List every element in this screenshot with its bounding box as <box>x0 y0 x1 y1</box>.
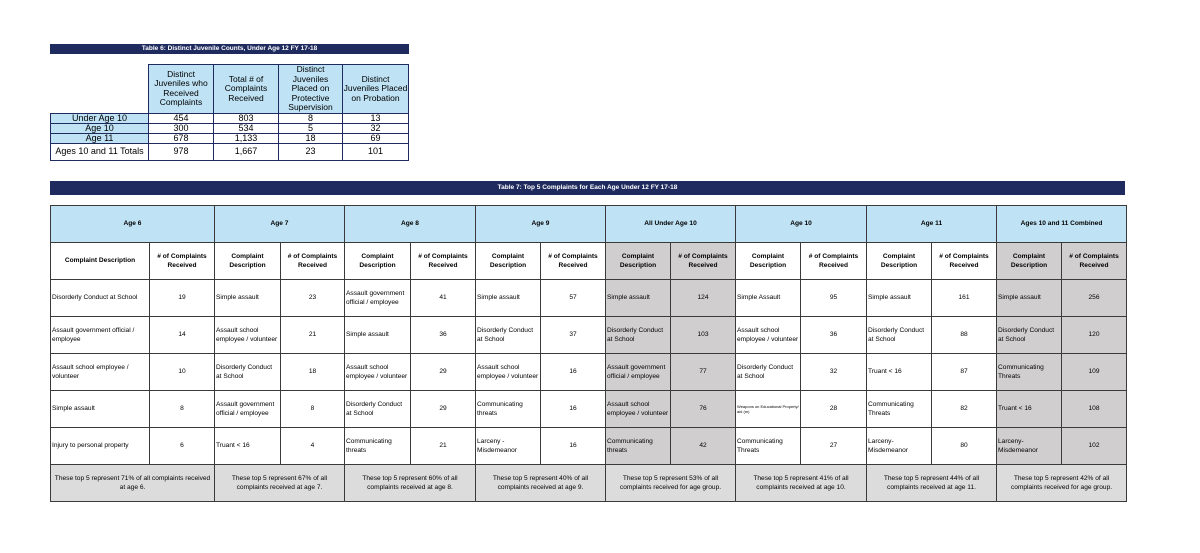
table7-desc-header: Complaint Description <box>215 243 281 280</box>
table7-complaint-count: 109 <box>1062 354 1127 391</box>
table7-complaint-count: 57 <box>541 280 606 317</box>
table7-complaint-count: 29 <box>411 354 476 391</box>
table6-total-row <box>51 143 409 160</box>
table7-footnote: These top 5 represent 60% of all complaints received at age 8. <box>345 465 476 502</box>
table7-count-header: # of Complaints Received <box>671 243 736 280</box>
table7-complaint-count: 29 <box>411 391 476 428</box>
table7-desc-header: Complaint Description <box>606 243 671 280</box>
table7-complaint-description: Simple assault <box>345 317 411 354</box>
table7-desc-header: Complaint Description <box>345 243 411 280</box>
table7-complaint-count: 41 <box>411 280 476 317</box>
table7-group-header: Age 9 <box>476 206 606 243</box>
table7-complaint-count: 16 <box>541 428 606 465</box>
table7-complaint-description: Disorderly Conduct at School <box>476 317 541 354</box>
table7-footnote: These top 5 represent 41% of all complaints received at age 10. <box>736 465 867 502</box>
table6 <box>50 64 409 161</box>
table7-complaint-count: 23 <box>281 280 345 317</box>
table7-complaint-description: Assault government official / employee <box>606 354 671 391</box>
table7-complaint-description: Truant < 16 <box>215 428 281 465</box>
table7-complaint-description: Assault school employee / volunteer <box>51 354 150 391</box>
table7-complaint-count: 102 <box>1062 428 1127 465</box>
table7-complaint-description: Larceny-Misdemeanor <box>997 428 1062 465</box>
table7-complaint-count: 14 <box>150 317 215 354</box>
table6-cell: 454 <box>149 113 214 123</box>
table6-row <box>51 113 409 123</box>
table6-cell: 18 <box>279 133 343 143</box>
table7-complaint-count: 161 <box>932 280 997 317</box>
table6-cell: 534 <box>214 123 279 133</box>
table7-count-header: # of Complaints Received <box>281 243 345 280</box>
table7-footnote: These top 5 represent 71% of all complaints received at age 6. <box>51 465 215 502</box>
table7-complaint-count: 6 <box>150 428 215 465</box>
table7-complaint-count: 88 <box>932 317 997 354</box>
table7-footnote: These top 5 represent 53% of all complaints received for age group. <box>606 465 736 502</box>
table7-complaint-description: Assault school employee / volunteer <box>736 317 801 354</box>
table6-cell: 978 <box>149 143 214 160</box>
table6-cell: 23 <box>279 143 343 160</box>
table6-header: Distinct Juveniles Placed on Protective Supervision <box>279 65 343 114</box>
table6-cell: 101 <box>343 143 409 160</box>
table7-complaint-description: Simple assault <box>215 280 281 317</box>
table7-row <box>51 317 1127 354</box>
table7-group-header: Age 11 <box>867 206 997 243</box>
table7-complaint-description: Assault government official / employee <box>345 280 411 317</box>
table7-count-header: # of Complaints Received <box>801 243 867 280</box>
table7-complaint-description: Communicating Threats <box>736 428 801 465</box>
table6-cell: 5 <box>279 123 343 133</box>
table7-desc-header: Complaint Description <box>476 243 541 280</box>
table7-complaint-count: 76 <box>671 391 736 428</box>
table7-row <box>51 280 1127 317</box>
table7-complaint-count: 82 <box>932 391 997 428</box>
table6-cell: 678 <box>149 133 214 143</box>
table6-title: Table 6: Distinct Juvenile Counts, Under Age 12 FY 17-18 <box>50 44 409 54</box>
table7-complaint-count: 77 <box>671 354 736 391</box>
table6-row-label: Under Age 10 <box>51 113 149 123</box>
table7-complaint-description: Simple assault <box>997 280 1062 317</box>
table7-complaint-description: Truant < 16 <box>867 354 932 391</box>
table7 <box>50 205 1127 502</box>
table7-count-header: # of Complaints Received <box>411 243 476 280</box>
table7-footnote: These top 5 represent 44% of all complaints received at age 11. <box>867 465 997 502</box>
table7-footnote: These top 5 represent 40% of all complaints received at age 9. <box>476 465 606 502</box>
table7-complaint-description: Communicating threats <box>606 428 671 465</box>
table7-complaint-count: 80 <box>932 428 997 465</box>
table7-complaint-count: 28 <box>801 391 867 428</box>
table6-cell: 32 <box>343 123 409 133</box>
table7-complaint-count: 95 <box>801 280 867 317</box>
table7-complaint-description: Disorderly Conduct at School <box>51 280 150 317</box>
table6-row-label: Age 11 <box>51 133 149 143</box>
table7-complaint-count: 37 <box>541 317 606 354</box>
table7-complaint-description: Assault school employee / volunteer <box>215 317 281 354</box>
table7-complaint-count: 8 <box>150 391 215 428</box>
table7-complaint-description: Disorderly Conduct at School <box>997 317 1062 354</box>
table6-cell: 13 <box>343 113 409 123</box>
table7-title: Table 7: Top 5 Complaints for Each Age Under 12 FY 17-18 <box>50 181 1125 195</box>
table7-desc-header: Complaint Description <box>997 243 1062 280</box>
table7-complaint-description: Simple Assault <box>736 280 801 317</box>
table7-complaint-count: 4 <box>281 428 345 465</box>
table7-row <box>51 391 1127 428</box>
table7-desc-header: Complaint Description <box>867 243 932 280</box>
table6-row-label: Age 10 <box>51 123 149 133</box>
table7-row <box>51 428 1127 465</box>
table6-cell: 803 <box>214 113 279 123</box>
table7-count-header: # of Complaints Received <box>150 243 215 280</box>
table7-complaint-count: 87 <box>932 354 997 391</box>
table6-header: Distinct Juveniles who Received Complaints <box>149 65 214 114</box>
table7-complaint-description: Disorderly Conduct at School <box>867 317 932 354</box>
table6-cell: 1,667 <box>214 143 279 160</box>
table7-group-header: Age 10 <box>736 206 867 243</box>
table7-group-header: Age 6 <box>51 206 215 243</box>
table7-complaint-description: Larceny - Misdemeanor <box>476 428 541 465</box>
table7-complaint-count: 21 <box>281 317 345 354</box>
table7-complaint-description: Assault government official / employee <box>215 391 281 428</box>
table7-complaint-count: 256 <box>1062 280 1127 317</box>
table7-complaint-description: Disorderly Conduct at School <box>606 317 671 354</box>
table7-complaint-description: Communicating threats <box>476 391 541 428</box>
table7-complaint-count: 18 <box>281 354 345 391</box>
table6-row <box>51 133 409 143</box>
table7-group-header: Ages 10 and 11 Combined <box>997 206 1127 243</box>
table7-complaint-description: Disorderly Conduct at School <box>736 354 801 391</box>
table7-group-header-row <box>51 206 1127 243</box>
table7-complaint-description: Simple assault <box>606 280 671 317</box>
table7-column-header-row <box>51 243 1127 280</box>
table7-complaint-count: 8 <box>281 391 345 428</box>
table7-complaint-count: 16 <box>541 391 606 428</box>
table7-complaint-count: 103 <box>671 317 736 354</box>
table7-complaint-count: 27 <box>801 428 867 465</box>
table7-complaint-description: Communicating Threats <box>867 391 932 428</box>
table7-group-header: Age 8 <box>345 206 476 243</box>
table7-footnote: These top 5 represent 67% of all complaints received at age 7. <box>215 465 345 502</box>
table6-corner <box>51 65 149 114</box>
table7-complaint-count: 19 <box>150 280 215 317</box>
table7-complaint-description: Simple assault <box>867 280 932 317</box>
table7-group-header: All Under Age 10 <box>606 206 736 243</box>
table6-cell: 69 <box>343 133 409 143</box>
table7-complaint-count: 32 <box>801 354 867 391</box>
table6-cell: 300 <box>149 123 214 133</box>
table7-complaint-description: Assault government official / employee <box>51 317 150 354</box>
table7-complaint-count: 120 <box>1062 317 1127 354</box>
table7-complaint-description: Assault school employee / volunteer <box>345 354 411 391</box>
table7-group-header: Age 7 <box>215 206 345 243</box>
table7-count-header: # of Complaints Received <box>932 243 997 280</box>
table6-header: Total # of Complaints Received <box>214 65 279 114</box>
table7-complaint-description: Communicating threats <box>345 428 411 465</box>
table7-complaint-description: Assault school employee / volunteer <box>606 391 671 428</box>
table7-complaint-count: 108 <box>1062 391 1127 428</box>
table7-count-header: # of Complaints Received <box>541 243 606 280</box>
table6-row <box>51 123 409 133</box>
table7-footnote: These top 5 represent 42% of all complaints received for age group. <box>997 465 1127 502</box>
table7-row <box>51 354 1127 391</box>
table6-header: Distinct Juveniles Placed on Probation <box>343 65 409 114</box>
table7-complaint-description: Simple assault <box>476 280 541 317</box>
table7-complaint-description: Truant < 16 <box>997 391 1062 428</box>
table7-complaint-description: Simple assault <box>51 391 150 428</box>
table7-count-header: # of Complaints Received <box>1062 243 1127 280</box>
table7-complaint-description: Disorderly Conduct at School <box>215 354 281 391</box>
table7-complaint-count: 42 <box>671 428 736 465</box>
table7-desc-header: Complaint Description <box>736 243 801 280</box>
table6-cell: 1,133 <box>214 133 279 143</box>
table7-complaint-count: 16 <box>541 354 606 391</box>
table7-complaint-description: Assault school employee / volunteer <box>476 354 541 391</box>
table7-complaint-description: Weapons on Educational Property/ aid (m) <box>736 391 801 428</box>
table7-complaint-description: Disorderly Conduct at School <box>345 391 411 428</box>
table7-complaint-count: 21 <box>411 428 476 465</box>
table7-complaint-count: 10 <box>150 354 215 391</box>
table7-desc-header: Complaint Description <box>51 243 150 280</box>
table7-complaint-count: 36 <box>801 317 867 354</box>
table7-footnote-row <box>51 465 1127 502</box>
table7-complaint-description: Injury to personal property <box>51 428 150 465</box>
table7-complaint-count: 36 <box>411 317 476 354</box>
table6-cell: 8 <box>279 113 343 123</box>
table6-row-label: Ages 10 and 11 Totals <box>51 143 149 160</box>
table7-complaint-description: Larceny-Misdemeanor <box>867 428 932 465</box>
table7-complaint-count: 124 <box>671 280 736 317</box>
table7-complaint-description: Communicating Threats <box>997 354 1062 391</box>
